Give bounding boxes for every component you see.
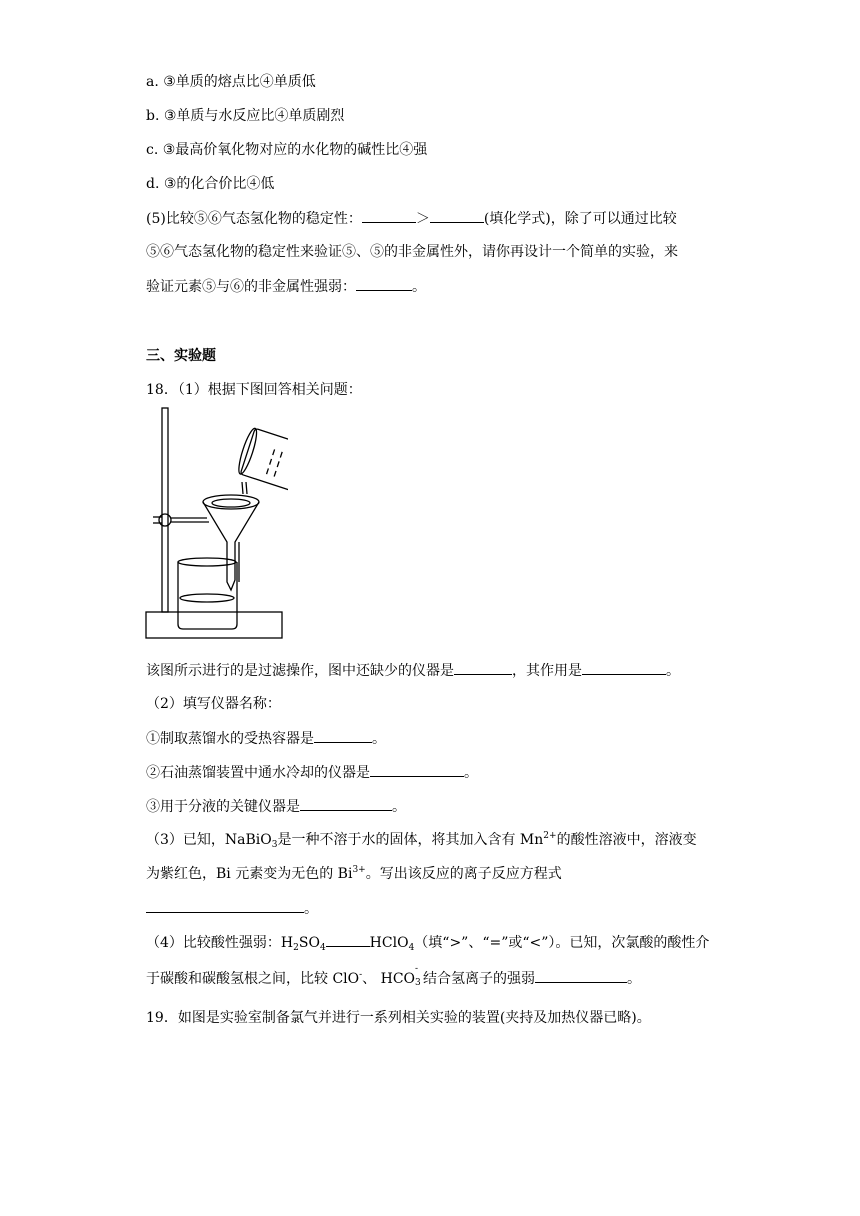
superscript: - bbox=[359, 970, 363, 980]
answer-blank[interactable] bbox=[370, 762, 464, 777]
option-b: b. ③单质与水反应比④单质剧烈 bbox=[146, 108, 345, 124]
q18-part4-line2 bbox=[146, 964, 642, 989]
answer-blank[interactable] bbox=[362, 208, 416, 223]
text: 结合氢离子的强弱 bbox=[423, 971, 536, 987]
q5-line3 bbox=[146, 276, 426, 297]
answer-blank[interactable] bbox=[356, 276, 412, 291]
superscript: 3+ bbox=[352, 865, 366, 875]
q5-line1 bbox=[146, 208, 677, 229]
subscript: 4 bbox=[319, 943, 326, 953]
q18-part3-line2 bbox=[146, 864, 562, 884]
q18-item2-text: ②石油蒸馏装置中通水冷却的仪器是 bbox=[146, 765, 370, 781]
q5-gt-sign: ＞ bbox=[415, 211, 430, 227]
filtration-apparatus-figure bbox=[143, 404, 288, 648]
q5-line2: ⑤⑥气态氢化物的稳定性来验证⑤、⑤的非金属性外，请你再设计一个简单的实验，来 bbox=[146, 244, 678, 260]
q18-item1-text: ①制取蒸馏水的受热容器是 bbox=[146, 731, 314, 747]
q18-filter-period: 。 bbox=[666, 663, 680, 679]
q18-filter-text-a: 该图所示进行的是过滤操作，图中还缺少的仪器是 bbox=[146, 663, 454, 679]
period: 。 bbox=[464, 765, 478, 781]
answer-blank[interactable] bbox=[454, 660, 512, 675]
subscript: 4 bbox=[408, 943, 415, 953]
answer-blank[interactable] bbox=[314, 728, 372, 743]
q5-text-a: (5)比较⑤⑥气态氢化物的稳定性： bbox=[146, 211, 362, 227]
text: 。写出该反应的离子反应方程式 bbox=[365, 866, 562, 882]
text: （4）比较酸性强弱：H bbox=[146, 935, 294, 951]
text: 是一种不溶于水的固体，将其加入含有 Mn bbox=[277, 832, 544, 848]
text: （填“>”、“=”或“<”）。已知，次氯酸的酸性介 bbox=[414, 935, 710, 951]
q18-part3-line1 bbox=[146, 830, 697, 850]
q18-filter-line bbox=[146, 660, 680, 681]
stand-base bbox=[146, 612, 282, 638]
q18-item3-text: ③用于分液的关键仪器是 bbox=[146, 799, 300, 815]
q19-text: 19．如图是实验室制备氯气并进行一系列相关实验的装置(夹持及加热仪器已略)。 bbox=[146, 1010, 651, 1026]
period: 。 bbox=[372, 731, 386, 747]
answer-blank[interactable] bbox=[582, 660, 666, 675]
ion-charge-stack: - 3 bbox=[415, 964, 421, 988]
q18-item1 bbox=[146, 728, 386, 749]
text: 于碳酸和碳酸氢根之间，比较 ClO bbox=[146, 971, 360, 987]
option-c: c. ③最高价氧化物对应的水化物的碱性比④强 bbox=[146, 142, 428, 158]
answer-blank[interactable] bbox=[535, 968, 627, 983]
q18-part4-line1 bbox=[146, 932, 709, 953]
q18-item3 bbox=[146, 796, 406, 817]
q18-part3-line3 bbox=[146, 898, 318, 919]
section-title: 三、实验题 bbox=[146, 348, 216, 364]
answer-blank[interactable] bbox=[300, 796, 392, 811]
answer-blank[interactable] bbox=[430, 208, 484, 223]
period: 。 bbox=[627, 971, 642, 987]
text: （3）已知，NaBiO bbox=[146, 832, 272, 848]
text: 为紫红色，Bi 元素变为无色的 Bi bbox=[146, 866, 353, 882]
q18-intro: 18．（1）根据下图回答相关问题： bbox=[146, 382, 362, 398]
q18-part2-title: （2）填写仪器名称： bbox=[146, 696, 281, 712]
option-a: a. ③单质的熔点比④单质低 bbox=[146, 74, 316, 90]
text: 的酸性溶液中，溶液变 bbox=[556, 832, 697, 848]
period: 。 bbox=[392, 799, 406, 815]
q5-text-b: (填化学式)，除了可以通过比较 bbox=[483, 211, 677, 227]
answer-blank[interactable] bbox=[326, 932, 370, 947]
q18-filter-text-b: ，其作用是 bbox=[512, 663, 582, 679]
q5-text-c: 验证元素⑤与⑥的非金属性强弱： bbox=[146, 279, 356, 295]
text: 、 HCO bbox=[362, 971, 416, 987]
answer-blank[interactable] bbox=[146, 898, 304, 913]
option-d: d. ③的化合价比④低 bbox=[146, 176, 275, 192]
superscript: 2+ bbox=[543, 831, 557, 841]
text: HClO bbox=[369, 935, 409, 951]
period: 。 bbox=[304, 901, 318, 917]
subscript: 2 bbox=[293, 943, 299, 953]
q5-period: 。 bbox=[412, 279, 426, 295]
subscript: 3 bbox=[271, 840, 278, 850]
text: SO bbox=[298, 935, 320, 951]
q18-item2 bbox=[146, 762, 478, 783]
